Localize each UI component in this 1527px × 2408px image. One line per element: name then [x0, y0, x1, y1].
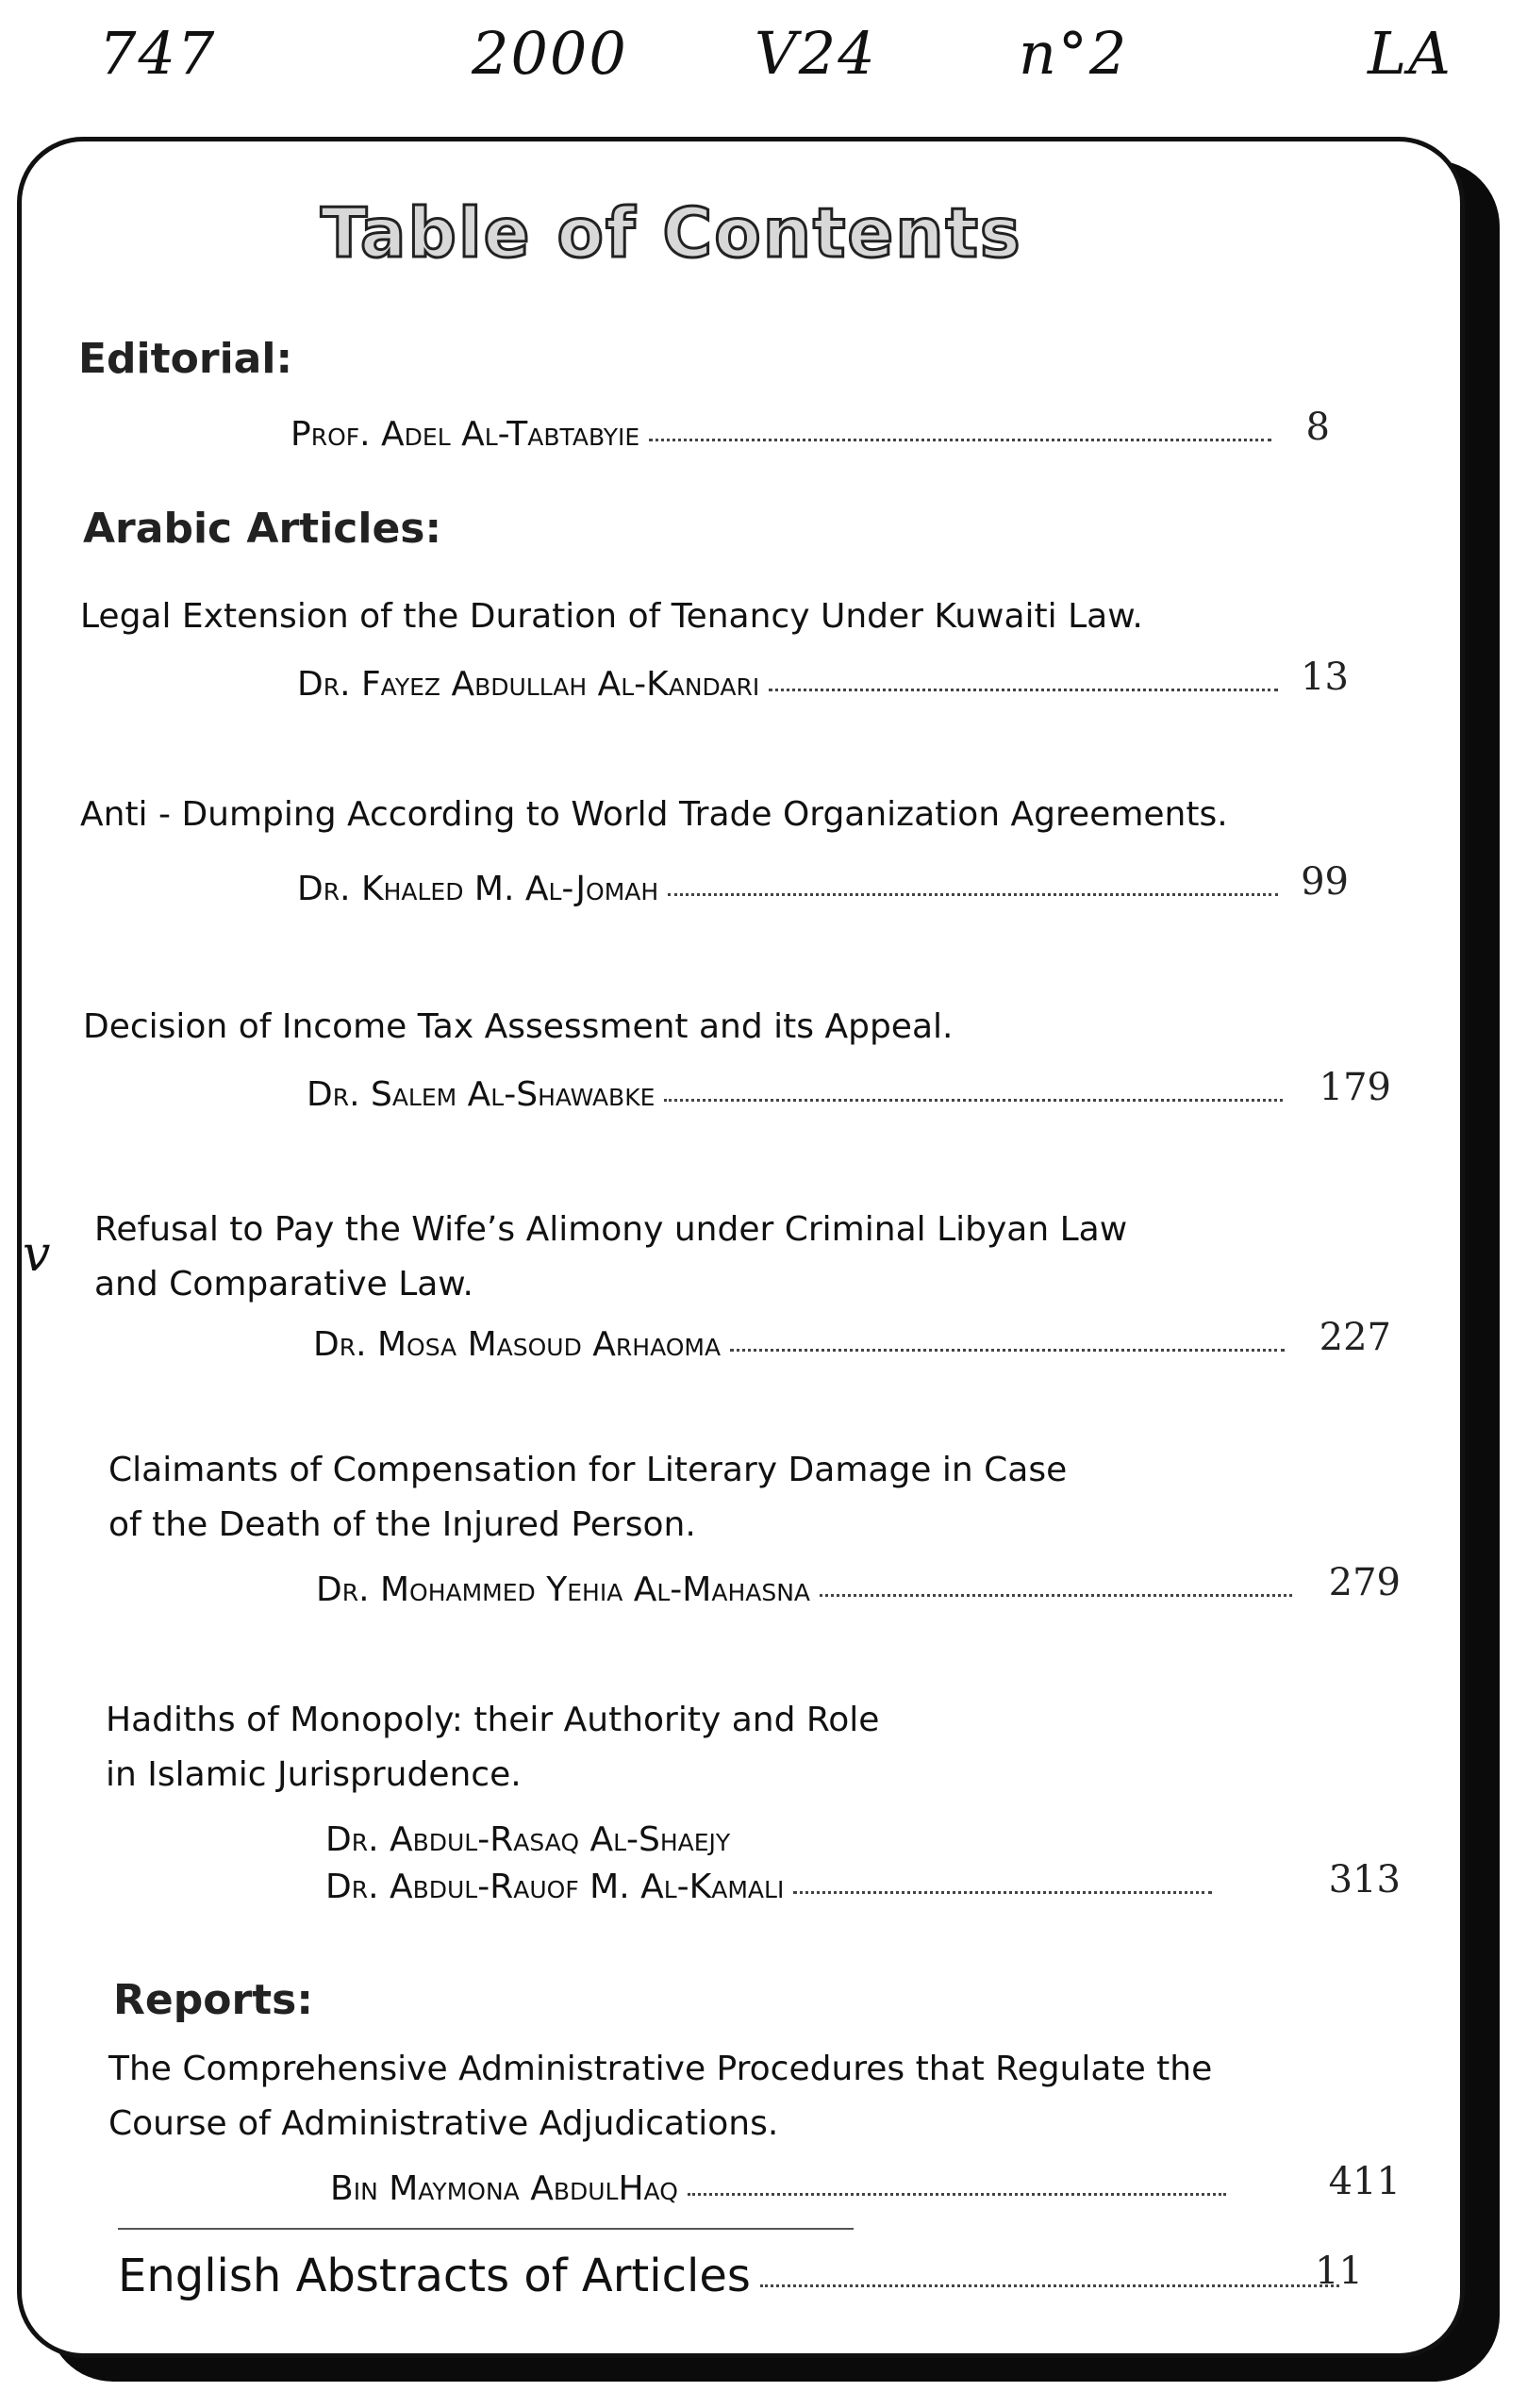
- handwritten-note-year: 2000: [472, 19, 628, 88]
- article-title: Anti - Dumping According to World Trade Organization Agreements.: [80, 795, 1228, 834]
- article-author-row: [307, 1075, 1292, 1114]
- dot-leader: [649, 438, 1271, 441]
- article-title-continued: of the Death of the Injured Person.: [108, 1505, 696, 1544]
- author-name: Dr. Mohammed Yehia Al-Mahasna: [316, 1570, 811, 1609]
- dot-leader: [820, 1593, 1292, 1597]
- author-name: Dr. Khaled M. Al-Jomah: [297, 870, 659, 908]
- report-author-row: [330, 2169, 1236, 2208]
- article-title: Hadiths of Monopoly: their Authority and Role: [106, 1701, 880, 1739]
- article-title-continued: and Comparative Law.: [94, 1265, 473, 1304]
- article-title: Decision of Income Tax Assessment and its Appeal.: [83, 1007, 954, 1046]
- page-number: 8: [1305, 406, 1330, 449]
- page-number: 227: [1319, 1316, 1391, 1359]
- handwritten-note-issue: n°2: [1019, 19, 1129, 88]
- page-number: 313: [1328, 1858, 1401, 1901]
- article-author-row: [316, 1570, 1302, 1609]
- author-name: Dr. Mosa Masoud Arhaoma: [313, 1325, 722, 1364]
- author-name: Dr. Abdul-Rauof M. Al-Kamali: [325, 1868, 785, 1906]
- page-number: 179: [1319, 1066, 1391, 1109]
- report-title: The Comprehensive Administrative Procedures that Regulate the: [108, 2050, 1213, 2088]
- page-title: Table of Contents: [321, 193, 1022, 273]
- article-title: Legal Extension of the Duration of Tenancy Under Kuwaiti Law.: [80, 597, 1143, 636]
- section-heading-editorial: Editorial:: [78, 335, 293, 383]
- handwritten-note-code: LA: [1368, 19, 1452, 88]
- page-number: 279: [1328, 1561, 1401, 1604]
- page-number: 411: [1328, 2160, 1401, 2203]
- article-title: Claimants of Compensation for Literary Damage in Case: [108, 1451, 1068, 1489]
- dot-leader: [769, 688, 1278, 691]
- page-number: 11: [1315, 2250, 1363, 2293]
- english-abstracts-label: English Abstracts of Articles: [118, 2250, 751, 2302]
- author-name: Dr. Fayez Abdullah Al-Kandari: [297, 665, 760, 704]
- divider: [118, 2228, 854, 2230]
- article-author-row: [297, 870, 1287, 908]
- dot-leader: [760, 2283, 1339, 2287]
- handwritten-note-volume: V24: [755, 19, 877, 88]
- article-title-continued: in Islamic Jurisprudence.: [106, 1755, 522, 1794]
- section-heading-reports: Reports:: [113, 1976, 313, 2024]
- dot-leader: [668, 892, 1278, 896]
- editorial-author-row: [290, 415, 1281, 454]
- author-name: Bin Maymona AbdulHaq: [330, 2169, 678, 2208]
- article-author-row: [325, 1868, 1221, 1906]
- report-title-continued: Course of Administrative Adjudications.: [108, 2104, 779, 2143]
- author-name: Dr. Abdul-Rasaq Al-Shaejy: [325, 1820, 731, 1859]
- dot-leader: [730, 1348, 1285, 1352]
- page-number: 13: [1301, 656, 1349, 699]
- article-author-row: [297, 665, 1287, 704]
- margin-check-mark: v: [23, 1226, 51, 1283]
- english-abstracts-row: [118, 2250, 1349, 2302]
- dot-leader: [688, 2192, 1226, 2196]
- handwritten-note-number: 747: [99, 19, 217, 88]
- dot-leader: [664, 1098, 1283, 1102]
- author-name: Prof. Adel Al-Tabtabyie: [290, 415, 640, 454]
- page-number: 99: [1301, 860, 1349, 904]
- article-title: Refusal to Pay the Wife’s Alimony under Criminal Libyan Law: [94, 1210, 1128, 1249]
- section-heading-arabic-articles: Arabic Articles:: [83, 505, 442, 553]
- dot-leader: [793, 1890, 1212, 1894]
- article-author-row: [313, 1325, 1294, 1364]
- author-name: Dr. Salem Al-Shawabke: [307, 1075, 656, 1114]
